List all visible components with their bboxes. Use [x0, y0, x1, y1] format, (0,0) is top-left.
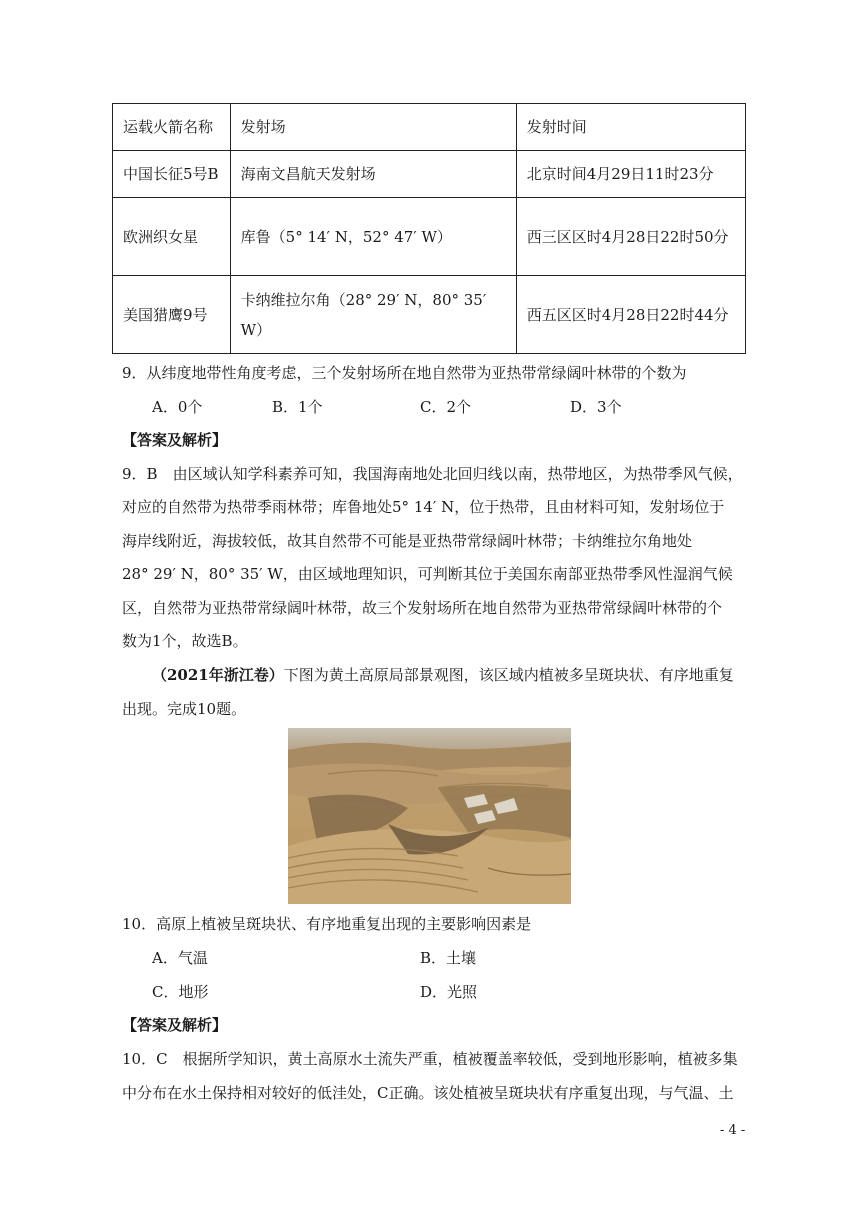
- table-cell: 美国猎鹰9号: [113, 276, 231, 354]
- q10-answer-heading: 【答案及解析】: [122, 1016, 228, 1034]
- table-cell: 卡纳维拉尔角（28° 29′ N，80° 35′ W）: [230, 276, 516, 354]
- table-cell: 西三区区时4月28日22时50分: [516, 198, 745, 276]
- q9-option-a: A．0个: [152, 398, 203, 416]
- q10-option-d: D．光照: [420, 983, 478, 1001]
- launch-table: [112, 103, 746, 354]
- table-row: [113, 151, 746, 198]
- q9-option-c: C．2个: [420, 398, 472, 416]
- table-cell: 海南文昌航天发射场: [230, 151, 516, 198]
- q9-answer-heading: 【答案及解析】: [122, 431, 228, 449]
- page-number: - 4 -: [720, 1123, 746, 1138]
- q9-option-b: B．1个: [272, 398, 323, 416]
- q10-option-b: B．土壤: [420, 949, 477, 967]
- table-cell: 北京时间4月29日11时23分: [516, 151, 745, 198]
- q9-analysis-line: 区，自然带为亚热带常绿阔叶林带，故三个发射场所在地自然带为亚热带常绿阔叶林带的个: [122, 599, 723, 617]
- table-header-cell: 运载火箭名称: [113, 104, 231, 151]
- table-cell: 中国长征5号B: [113, 151, 231, 198]
- q10-source: （2021年浙江卷）: [152, 666, 284, 684]
- q10-intro-text: 下图为黄土高原局部景观图，该区域内植被多呈斑块状、有序地重复: [283, 666, 734, 684]
- q10-option-a: A．气温: [152, 949, 208, 967]
- q10-analysis-line: 中分布在水土保持相对较好的低洼处，C正确。该处植被呈斑块状有序重复出现，与气温、土: [122, 1084, 734, 1102]
- q9-option-d: D．3个: [570, 398, 622, 416]
- q10-intro-line: 出现。完成10题。: [122, 700, 247, 718]
- table-cell: 西五区区时4月28日22时44分: [516, 276, 745, 354]
- q9-analysis-line: 对应的自然带为热带季雨林带；库鲁地处5° 14′ N，位于热带，且由材料可知，发射场位于: [122, 498, 725, 516]
- q10-option-c: C．地形: [152, 983, 209, 1001]
- question-9-stem: 9．从纬度地带性角度考虑，三个发射场所在地自然带为亚热带常绿阔叶林带的个数为: [122, 364, 687, 382]
- loess-plateau-photo: [288, 728, 571, 904]
- table-row: [113, 198, 746, 276]
- q9-analysis-line: 数为1个，故选B。: [122, 632, 248, 650]
- q10-intro-line: [152, 659, 734, 692]
- table-row: [113, 276, 746, 354]
- table-header-cell: 发射时间: [516, 104, 745, 151]
- table-header-row: [113, 104, 746, 151]
- question-10-stem: 10．高原上植被呈斑块状、有序地重复出现的主要影响因素是: [122, 915, 532, 933]
- table-header-cell: 发射场: [230, 104, 516, 151]
- q10-analysis-line: 10．C 根据所学知识，黄土高原水土流失严重，植被覆盖率较低，受到地形影响，植被多集: [122, 1050, 738, 1068]
- q9-analysis-line: 28° 29′ N，80° 35′ W，由区域地理知识，可判断其位于美国东南部亚热带季风性湿润气候: [122, 565, 733, 583]
- q9-analysis-line: 9．B 由区域认知学科素养可知，我国海南地处北回归线以南，热带地区，为热带季风气候，: [122, 465, 743, 483]
- q9-analysis-line: 海岸线附近，海拔较低，故其自然带不可能是亚热带常绿阔叶林带；卡纳维拉尔角地处: [122, 532, 693, 550]
- table-cell: 欧洲织女星: [113, 198, 231, 276]
- table-cell: 库鲁（5° 14′ N，52° 47′ W）: [230, 198, 516, 276]
